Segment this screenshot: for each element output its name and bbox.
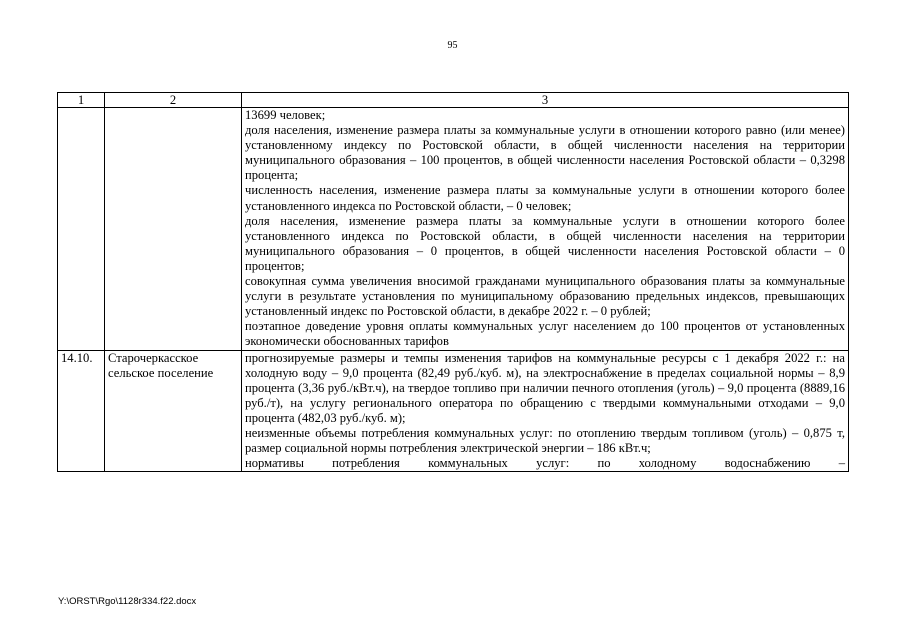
table-row-continued [58, 108, 849, 351]
row-name-cell: Старочеркасское сельское поселение [105, 350, 242, 472]
column-header-3: 3 [242, 93, 849, 108]
content-paragraph: прогнозируемые размеры и темпы изменения тарифов на коммунальные ресурсы с 1 декабря 2022 г.: на холодную воду – 9,0 процента (82,49 руб./куб. м), на электроснабжение в пределах социальной нормы – 8,9 процента (3,36 руб./кВт.ч), на твердое топливо при наличии печного отопления (уголь) – 9,0 процента (8889,16 руб./т), на услугу регионального оператора по обращению с твердыми коммунальными отходами – 9,0 процента (482,03 руб./куб. м); [245, 350, 845, 425]
table-row-14-10 [58, 350, 849, 472]
content-paragraph: неизменные объемы потребления коммунальных услуг: по отоплению твердым топливом (уголь) – 0,875 т, размер социальной нормы потребления электрической энергии – 186 кВт.ч; [245, 425, 845, 456]
row-number-cell: 14.10. [58, 350, 105, 472]
content-paragraph: доля населения, изменение размера платы за коммунальные услуги в отношении которого более установленного индекса по Ростовской области, в общей численности населения на территории муниципального образования – 0 процентов, в общей численности населения Ростовской области – 0 процентов; [245, 213, 845, 273]
content-paragraph: 13699 человек; [245, 108, 326, 122]
row-content-cell [242, 350, 849, 472]
document-table [57, 92, 849, 472]
row-content-cell [242, 108, 849, 351]
column-header-1: 1 [58, 93, 105, 108]
document-file-path: Y:\ORST\Rgo\1128r334.f22.docx [58, 596, 197, 607]
column-header-2: 2 [105, 93, 242, 108]
content-paragraph: совокупная сумма увеличения вносимой гражданами муниципального образования платы за коммунальные услуги в результате установления по муниципальному образованию предельных индексов, превышающих установленный индекс по Ростовской области, в декабре 2022 г. – 0 рублей; [245, 274, 845, 319]
table-header-row [58, 93, 849, 108]
row-number-cell [58, 108, 105, 351]
content-paragraph: поэтапное доведение уровня оплаты коммунальных услуг населением до 100 процентов от установленных экономически обоснованных тарифов [245, 319, 845, 349]
content-paragraph: численность населения, изменение размера платы за коммунальные услуги в отношении которого более установленного индекса по Ростовской области, – 0 человек; [245, 183, 845, 213]
content-paragraph: доля населения, изменение размера платы за коммунальные услуги в отношении которого равно (или менее) установленному индексу по Ростовской области, в общей численности населения на территории муниципального образования – 100 процентов, в общей численности населения Ростовской области – 0,3298 процента; [245, 123, 845, 183]
page-number: 95 [447, 40, 458, 51]
row-name-cell [105, 108, 242, 351]
content-paragraph: нормативы потребления коммунальных услуг: по холодному водоснабжению – [245, 456, 845, 471]
